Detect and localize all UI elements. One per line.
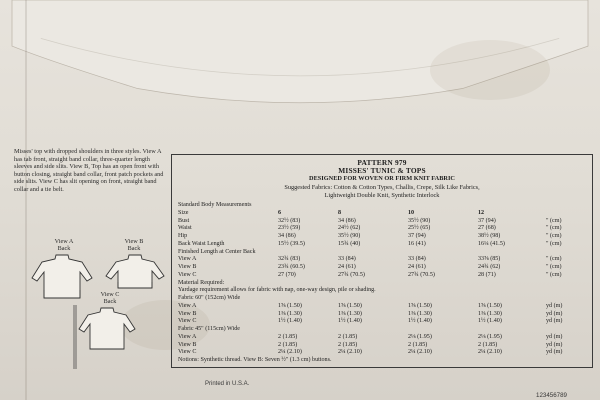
cell-value: 2 (1.85) [338, 341, 358, 348]
cell-value: 23½ (59) [278, 225, 301, 232]
view-a-back-drawing [30, 252, 94, 302]
row-label: Fabric 60" (152cm) Wide [178, 295, 241, 301]
cell-value: 1⅝ (1.50) [278, 302, 302, 309]
row-label: Material Required: [178, 279, 225, 286]
table-row [178, 357, 588, 365]
cell-value: 37 (94) [478, 217, 496, 224]
row-label: View C [178, 271, 197, 278]
row-label: View C [178, 349, 197, 356]
row-label: View B [178, 264, 197, 270]
cell-value: 24½ (62) [338, 225, 361, 232]
table-row [178, 241, 588, 249]
cell-value: 2 (1.85) [278, 341, 298, 348]
cell-value: 16¼ (41.5) [478, 240, 505, 247]
cell-value: 1⅜ (1.30) [278, 310, 302, 317]
cell-value: 12 [478, 209, 485, 216]
table-row [178, 264, 588, 272]
cell-value: 34 (86) [278, 233, 296, 239]
view-c-label: View C Back [100, 291, 120, 305]
cell-value: 1⅜ (1.30) [478, 310, 502, 317]
cell-value: 6 [278, 209, 282, 216]
view-b-back-drawing [104, 252, 166, 292]
cell-value: 24 (61) [338, 264, 356, 270]
table-row [178, 287, 588, 295]
cell-value: 2 (1.85) [408, 341, 428, 348]
cell-value: 2¼ (2.10) [278, 349, 302, 356]
table-row [178, 202, 588, 210]
table-row [178, 303, 588, 311]
pattern-title: MISSES' TUNIC & TOPS [338, 166, 426, 175]
table-row [178, 210, 588, 218]
view-a-label: View A Back [54, 238, 74, 252]
designed-for: DESIGNED FOR WOVEN OR FIRM KNIT FABRIC [309, 175, 455, 182]
cell-value: " (cm) [546, 271, 562, 278]
cell-value: yd (m) [546, 333, 563, 340]
cell-value: 37 (94) [408, 233, 426, 239]
table-row [178, 334, 588, 342]
table-row [178, 349, 588, 357]
table-row [178, 318, 588, 326]
cell-value: 25½ (65) [408, 225, 431, 232]
cell-value: 35½ (90) [338, 233, 361, 239]
table-row [178, 218, 588, 226]
view-b-label: View B Back [124, 238, 144, 252]
cell-value: 24¾ (62) [478, 264, 501, 270]
table-row [178, 280, 588, 288]
stain [430, 40, 550, 100]
cell-value: 2 (1.85) [278, 333, 298, 340]
table-row [178, 233, 588, 241]
cell-value: 1⅝ (1.50) [338, 302, 362, 309]
pattern-number: PATTERN 979 [357, 158, 407, 167]
cell-value: yd (m) [546, 341, 563, 348]
cell-value: 2¼ (2.10) [478, 349, 502, 356]
row-label: View A [178, 302, 197, 309]
row-label: View C [178, 318, 197, 325]
cell-value: 1⅝ (1.50) [478, 302, 502, 309]
cell-value: 2 (1.85) [338, 333, 358, 340]
cell-value: 8 [338, 209, 342, 216]
cell-value: 1⅝ (1.50) [408, 302, 432, 309]
cell-value: 27¾ (70.5) [408, 271, 435, 278]
cell-value: 10 [408, 209, 415, 216]
cell-value: 2⅛ (1.95) [408, 333, 432, 340]
table-row [178, 225, 588, 233]
fold-crease [25, 0, 27, 400]
cell-value: 2¼ (2.10) [338, 349, 362, 356]
cell-value: yd (m) [546, 302, 563, 309]
table-row [178, 342, 588, 350]
cell-value: 33 (84) [338, 256, 356, 263]
row-label: View B [178, 341, 197, 348]
cell-value: 15¾ (40) [338, 240, 361, 247]
row-label: Fabric 45" (115cm) Wide [178, 326, 240, 332]
suggested-fabrics-line2: Lightweight Double Knit, Synthetic Interlock [324, 192, 440, 199]
table-row [178, 295, 588, 303]
table-row [178, 272, 588, 280]
cell-value: yd (m) [546, 349, 563, 356]
cell-value: 34 (86) [338, 217, 356, 224]
cell-value: 27¾ (70.5) [338, 271, 365, 278]
cell-value: 27 (68) [478, 225, 496, 232]
cell-value: " (cm) [546, 233, 562, 239]
cell-value: 24 (61) [408, 264, 426, 270]
table-row [178, 326, 588, 334]
cell-value: 28 (71) [478, 271, 496, 278]
cell-value: " (cm) [546, 225, 562, 232]
description-text: Misses' top with dropped shoulders in three styles. View A has tab front, straight band collar, three-quarter length sleeves and side slits. View B, Top has an open front with button closing, straight band collar, front patch pockets and side slits. View C has slit opening on front, straight band collar and a tie belt. [14, 148, 164, 193]
barcode-number: 123456789 [536, 392, 567, 399]
cell-value: " (cm) [546, 240, 562, 247]
row-label: Back Waist Length [178, 240, 225, 247]
row-label: Hip [178, 233, 188, 239]
cell-value: " (cm) [546, 217, 562, 224]
cell-value: 1½ (1.40) [338, 318, 362, 325]
cell-value: 38½ (98) [478, 233, 501, 239]
cell-value: yd (m) [546, 318, 563, 325]
cell-value: 32¾ (83) [278, 256, 301, 263]
cell-value: 23¾ (60.5) [278, 264, 305, 270]
table-row [178, 311, 588, 319]
pattern-info-panel [171, 154, 593, 368]
table-row [178, 256, 588, 264]
cell-value: " (cm) [546, 256, 562, 263]
cell-value: 35½ (90) [408, 217, 431, 224]
printed-in: Printed in U.S.A. [205, 381, 250, 387]
row-label: Bust [178, 217, 190, 224]
cell-value: 27 (70) [278, 271, 296, 278]
cell-value: 16 (41) [408, 240, 426, 247]
cell-value: 1½ (1.40) [408, 318, 432, 325]
row-label: View A [178, 333, 197, 340]
row-label: Size [178, 209, 189, 216]
table-row [178, 249, 588, 257]
row-label: Standard Body Measurements [178, 202, 252, 208]
cell-value: 1⅜ (1.30) [408, 310, 432, 317]
row-label: Notions: Synthetic thread. View B: Seven ½" (1.3 cm) buttons. [178, 357, 332, 363]
cell-value: 2⅛ (1.95) [478, 333, 502, 340]
cell-value: 1½ (1.40) [478, 318, 502, 325]
cell-value: 33⅝ (85) [478, 256, 501, 263]
row-label: Finished Length at Center Back [178, 248, 256, 255]
cell-value: 2¼ (2.10) [408, 349, 432, 356]
cell-value: " (cm) [546, 264, 562, 270]
cell-value: 1½ (1.40) [278, 318, 302, 325]
cell-value: 1⅜ (1.30) [338, 310, 362, 317]
cell-value: 32½ (83) [278, 217, 301, 224]
row-label: Yardage requirement allows for fabric with nap, one-way design, pile or shading. [178, 287, 376, 294]
row-label: View B [178, 310, 197, 317]
view-c-back-drawing [72, 305, 142, 371]
row-label: View A [178, 256, 197, 263]
cell-value: yd (m) [546, 310, 563, 317]
row-label: Waist [178, 225, 192, 232]
cell-value: 2 (1.85) [478, 341, 498, 348]
cell-value: 33 (84) [408, 256, 426, 263]
suggested-fabrics-line1: Suggested Fabrics: Cotton & Cotton Types, Challis, Crepe, Silk Like Fabrics, [284, 184, 480, 191]
cell-value: 15½ (39.5) [278, 240, 305, 247]
